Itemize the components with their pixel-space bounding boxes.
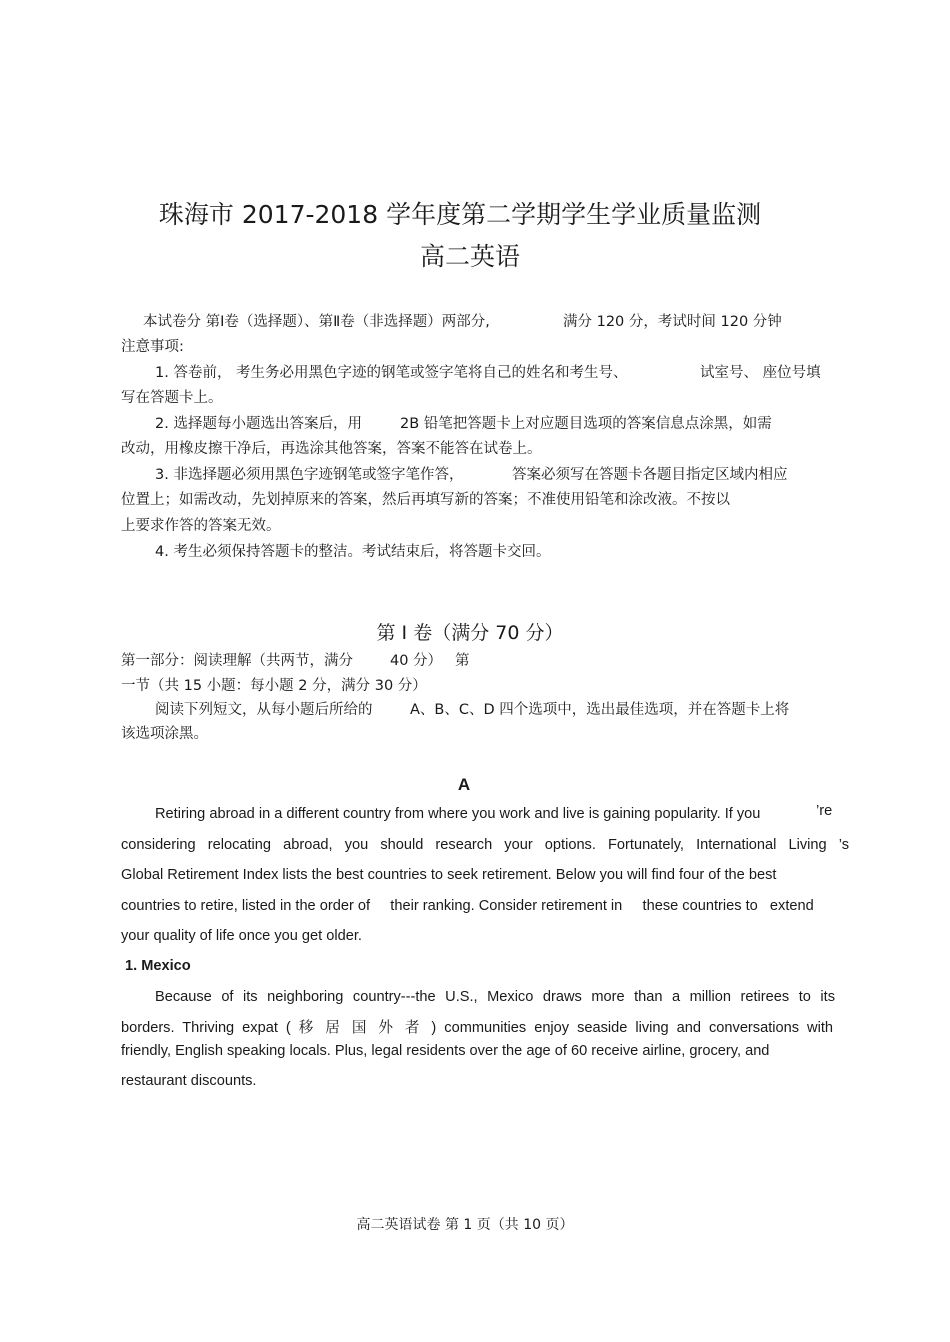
notice-item-1-cont: 试室号、 座位号填 xyxy=(700,365,821,381)
passage-line: Because of its neighboring country---the U.S., Mexico draws more than a million retirees to its xyxy=(155,989,835,1005)
notice-item-3-wrap2: 上要求作答的答案无效。 xyxy=(121,518,281,534)
exam-title: 珠海市 2017-2018 学年度第二学期学生学业质量监测 xyxy=(158,200,762,229)
notice-item-2-cont: 2B 铅笔把答题卡上对应题目选项的答案信息点涂黑，如需 xyxy=(400,416,772,432)
passage-line: borders. Thriving expat ( 移 居 国 外 者 ) communities enjoy seaside living and conversations with xyxy=(121,1020,833,1036)
notice-item-2: 2. 选择题每小题选出答案后，用 xyxy=(155,416,362,432)
notice-item-2-wrap: 改动，用橡皮擦干净后，再选涂其他答案，答案不能答在试卷上。 xyxy=(121,441,542,457)
passage-line: Retiring abroad in a different country from where you work and live is gaining popularity. If you xyxy=(155,806,761,822)
page-footer: 高二英语试卷 第 1 页（共 10 页） xyxy=(356,1217,574,1233)
passage-line: Global Retirement Index lists the best countries to seek retirement. Below you will find four of the best xyxy=(121,867,777,883)
passage-letter: A xyxy=(457,775,471,794)
direction-line-cont: A、B、C、D 四个选项中，选出最佳选项，并在答题卡上将 xyxy=(410,702,790,718)
direction-line-wrap: 该选项涂黑。 xyxy=(121,726,208,742)
passage-line: considering relocating abroad, you should research your options. Fortunately, International Living ’s xyxy=(121,837,849,853)
notice-item-3-wrap: 位置上；如需改动，先划掉原来的答案，然后再填写新的答案；不准使用铅笔和涂改液。不按以 xyxy=(121,492,730,508)
passage-line: friendly, English speaking locals. Plus, legal residents over the age of 60 receive airline, grocery, and xyxy=(121,1043,770,1059)
notice-item-4: 4. 考生必须保持答题卡的整洁。考试结束后，将答题卡交回。 xyxy=(155,544,551,560)
sub-section-line: 一节（共 15 小题：每小题 2 分，满分 30 分） xyxy=(121,678,427,694)
intro-line-score: 满分 120 分，考试时间 120 分钟 xyxy=(563,314,782,330)
section-heading: 第 Ⅰ 卷（满分 70 分） xyxy=(376,622,564,644)
intro-line: 本试卷分 第Ⅰ卷（选择题）、第Ⅱ卷（非选择题）两部分, xyxy=(143,314,490,330)
passage-line: your quality of life once you get older. xyxy=(121,928,362,944)
part-line-end: 第 xyxy=(455,653,470,669)
part-line-score: 40 分） xyxy=(390,653,443,669)
notice-item-1: 1. 答卷前， 考生务必用黑色字迹的钢笔或签字笔将自己的姓名和考生号、 xyxy=(155,365,628,381)
notice-heading: 注意事项: xyxy=(121,339,184,355)
notice-item-3: 3. 非选择题必须用黑色字迹钢笔或签字笔作答， xyxy=(155,467,464,483)
part-line: 第一部分：阅读理解（共两节，满分 xyxy=(121,653,353,669)
passage-line: restaurant discounts. xyxy=(121,1073,257,1089)
direction-line: 阅读下列短文，从每小题后所给的 xyxy=(155,702,373,718)
passage-line-end: ’re xyxy=(816,803,833,819)
notice-item-1-wrap: 写在答题卡上。 xyxy=(121,390,223,406)
passage-line: countries to retire, listed in the order of their ranking. Consider retirement in these countries to extend xyxy=(121,898,814,914)
exam-subject: 高二英语 xyxy=(419,242,520,271)
notice-item-3-cont: 答案必须写在答题卡各题目指定区域内相应 xyxy=(512,467,788,483)
passage-subheading: 1. Mexico xyxy=(125,958,191,974)
